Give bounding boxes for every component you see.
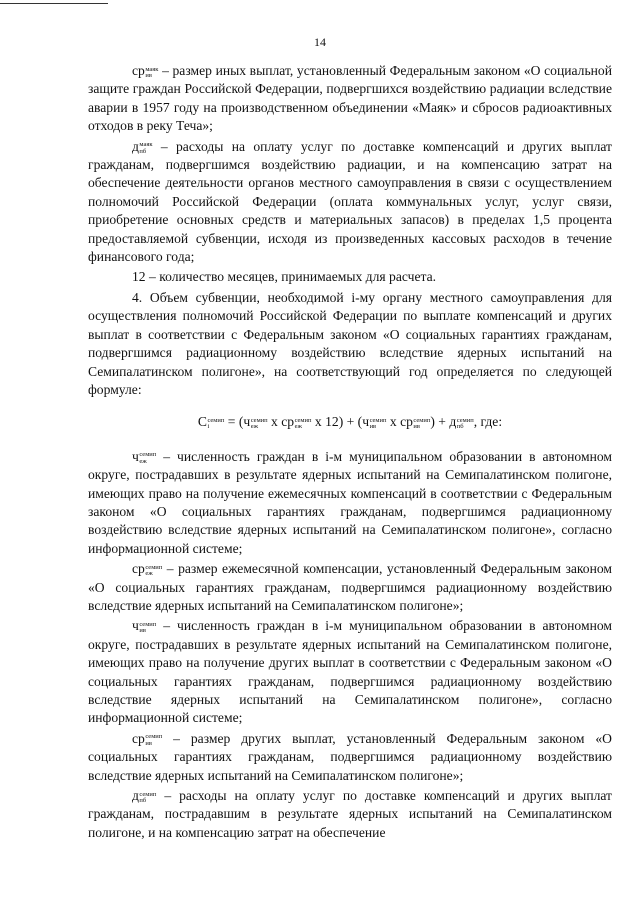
formula-ch-semip-ezh: ч семип еж <box>243 414 268 431</box>
paragraph-sr-semip-iv: ср семип ив – размер других выплат, установленный Федеральным законом «О социальных гарантиях гражданам, подвергшимся радиационному воздействию вследствие ядерных испытаний на Семипалатинском полигоне»; <box>88 730 612 783</box>
symbol-d-semip-pb: д семип пб <box>132 788 157 805</box>
symbol-ch-semip-iv: ч семип ив <box>132 618 157 635</box>
paragraph-d-semip-pb: д семип пб – расходы на оплату услуг по доставке компенсаций и других выплат гражданам, пострадавшим в результате ядерных испытаний на Семипалатинском полигоне, и на компенсацию затрат на обеспечение <box>88 788 612 840</box>
symbol-ch-semip-ezh: ч семип еж <box>132 448 157 465</box>
formula-sr-semip-ezh: ср семип еж <box>281 414 312 431</box>
subvention-formula: С семип i = (ч семип еж x ср семип еж x 12) + (ч семип ив x ср семип ив ) + д семип пб , где: <box>197 414 503 431</box>
paragraph-mayak-payments: ср маяк ив – размер иных выплат, установленный Федеральным законом «О социальной защите граждан Российской Федерации, подвергшихся воздействию радиации вследствие аварии в 1957 году на производственном объединении «Маяк» и сбросов радиоактивных отходов в реку Теча»; <box>88 63 612 134</box>
paragraph-months: 12 – количество месяцев, принимаемых для расчета. <box>132 269 437 285</box>
formula-d-semip-pb: д семип пб <box>449 414 474 431</box>
formula-sr-semip-iv: ср семип ив <box>400 414 431 431</box>
page-number: 14 <box>314 35 326 49</box>
header-rule <box>0 3 108 4</box>
paragraph-mayak-delivery-costs: д маяк пб – расходы на оплату услуг по доставке компенсаций и других выплат гражданам, подвергшимся воздействию радиации, и на компенсацию затрат на обеспечение деятельности органов местного самоуправления в связи с осуществлением полномочий Российской Федерации (оплата коммунальных услуг, услуг связи, приобретение основных средств и материальных запасов) в пределах 1,5 процента предоставляемой субвенции, исходя из произведенных кассовых расходов в течение финансового года; <box>88 138 612 265</box>
paragraph-ch-semip-ezh: ч семип еж – численность граждан в i-м муниципальном образовании в автономном округе, пострадавших в результате ядерных испытаний на Семипалатинском полигоне, имеющих право на получение ежемесячных компенсаций в соответствии с Федеральным законом «О социальных гарантиях гражданам, подвергшимся радиационному воздействию вследствие ядерных испытаний на Семипалатинском полигоне», согласно информационной системе; <box>88 448 612 556</box>
symbol-sr-mayak-iv: ср маяк ив <box>132 63 159 79</box>
document-body <box>88 62 612 842</box>
symbol-sr-semip-iv: ср семип ив <box>132 730 163 747</box>
formula-ch-semip-iv: ч семип ив <box>362 414 387 431</box>
symbol-sr-semip-ezh: ср семип еж <box>132 561 163 578</box>
paragraph-section-4: 4. Объем субвенции, необходимой i-му органу местного самоуправления для осуществления полномочий Российской Федерации по выплате компенсаций и других выплат в соответствии с Федеральным законом «О социальных гарантиях гражданам, подвергшимся радиационному воздействию вследствие ядерных испытаний на Семипалатинском полигоне», на соответствующий год определяется по следующей формуле: <box>88 289 612 397</box>
paragraph-sr-semip-ezh: ср семип еж – размер ежемесячной компенсации, установленный Федеральным законом «О социальных гарантиях гражданам, подвергшимся радиационному воздействию вследствие ядерных испытаний на Семипалатинском полигоне»; <box>88 561 612 613</box>
paragraph-ch-semip-iv: ч семип ив – численность граждан в i-м муниципальном образовании в автономном округе, пострадавших в результате ядерных испытаний на Семипалатинском полигоне, имеющих право на получение других выплат в соответствии с Федеральным законом «О социальных гарантиях гражданам, подвергшимся радиационному воздействию вследствие ядерных испытаний на Семипалатинском полигоне», согласно информационной системе; <box>88 618 612 726</box>
formula-c-semip-i: С семип i <box>197 414 225 431</box>
symbol-d-mayak-pb: д маяк пб <box>132 138 153 155</box>
